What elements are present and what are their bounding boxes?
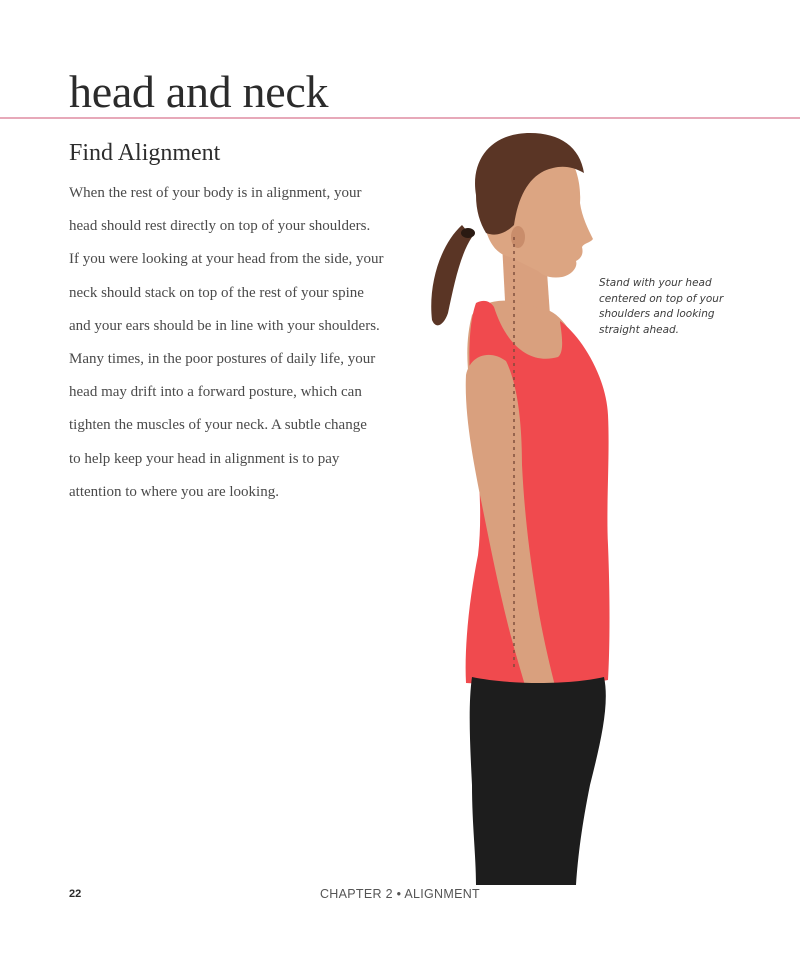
body-line: head may drift into a forward posture, which can bbox=[69, 384, 362, 401]
header-rule bbox=[0, 117, 800, 119]
section-subtitle: Find Alignment bbox=[69, 140, 221, 166]
caption-line: straight ahead. bbox=[599, 323, 680, 336]
body-paragraph bbox=[69, 177, 409, 509]
body-line: attention to where you are looking. bbox=[69, 483, 279, 500]
caption-line: Stand with your head bbox=[599, 277, 712, 289]
body-line: tighten the muscles of your neck. A subtle change bbox=[69, 417, 367, 434]
photo-caption bbox=[599, 276, 749, 338]
body-line: head should rest directly on top of your shoulders. bbox=[69, 218, 371, 235]
page-title: head and neck bbox=[69, 66, 329, 117]
body-line: neck should stack on top of the rest of your spine bbox=[69, 284, 364, 301]
body-line: When the rest of your body is in alignment, your bbox=[69, 185, 362, 201]
caption-line: shoulders and looking bbox=[599, 308, 715, 320]
chapter-footer: CHAPTER 2 • ALIGNMENT bbox=[319, 887, 480, 901]
page-number: 22 bbox=[69, 888, 82, 900]
body-line: If you were looking at your head from the side, your bbox=[69, 251, 384, 268]
body-line: to help keep your head in alignment is to pay bbox=[69, 450, 340, 467]
posture-photo bbox=[410, 125, 630, 885]
body-line: Many times, in the poor postures of daily life, your bbox=[69, 351, 376, 368]
leggings bbox=[470, 677, 606, 885]
body-line: and your ears should be in line with your shoulders. bbox=[69, 317, 380, 334]
caption-line: centered on top of your bbox=[599, 292, 724, 305]
ponytail bbox=[431, 225, 472, 325]
